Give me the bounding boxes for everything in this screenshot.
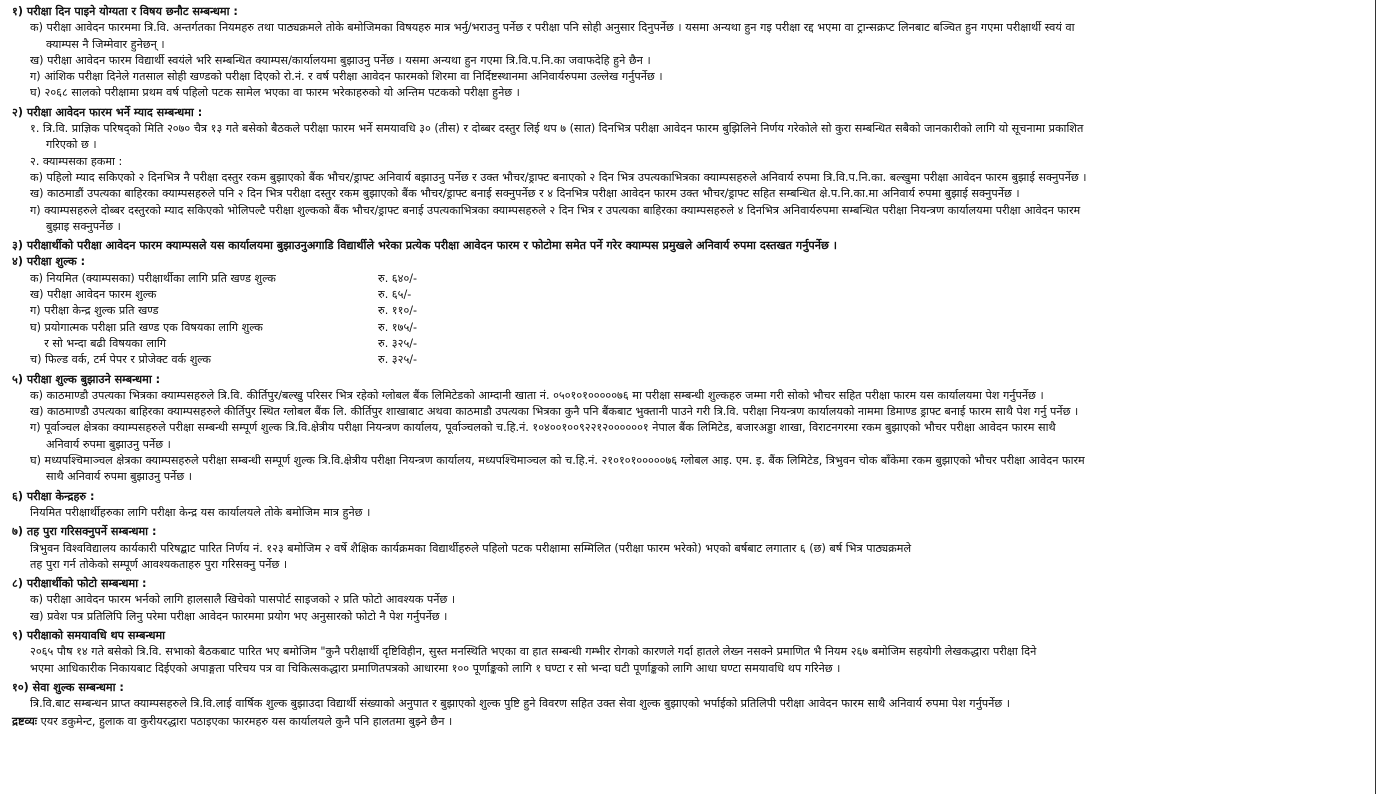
section-1-item-ga: ग) आंशिक परीक्षा दिनेले गतसाल सोही खण्डको परीक्षा दिएको रो.नं. र वर्ष परीक्षा आवेदन फारमको शिरमा वा निर्दिष्टस्थानमा अनिवार्यरुपमा उल्लेख गर्नुपर्नेछ । xyxy=(30,70,663,84)
fee-value: रु. १७५/- xyxy=(378,320,418,334)
note-label: द्रष्टव्यः xyxy=(12,715,38,729)
section-5-item-ga: ग) पूर्वाञ्चल क्षेत्रका क्याम्पसहरुले परीक्षा सम्बन्धी सम्पूर्ण शुल्क त्रि.वि.क्षेत्रीय परीक्षा नियन्त्रण कार्यालय, पूर्वाञ्चलको च.हि.नं. १०४००१००९२२१२००००००१ नेपाल बैंक लिमिटेड, बजारअड्डा शाखा, विराटनगरमा रकम बुझाएको भौचर परीक्षा आवेदन फारम साथै xyxy=(30,421,1056,435)
section-3-heading: ३) परीक्षार्थीको परीक्षा आवेदन फारम क्याम्पसले यस कार्यालयमा बुझाउनुअगाडि विद्यार्थीले भरेका प्रत्येक परीक्षा आवेदन फारम र फोटोमा समेत पर्ने गरेर क्याम्पस प्रमुखले अनिवार्य रुपमा दस्तखत गर्नुपर्नेछ । xyxy=(12,239,837,253)
fee-row xyxy=(12,287,1365,303)
section-1-item-ka-cont: क्याम्पस नै जिम्मेवार हुनेछन् । xyxy=(46,37,165,51)
section-6-text: नियमित परीक्षार्थीहरुका लागि परीक्षा केन्द्र यस कार्यालयले तोके बमोजिम मात्र हुनेछ । xyxy=(30,505,371,519)
fee-label: घ) प्रयोगात्मक परीक्षा प्रति खण्ड एक विषयका लागि शुल्क xyxy=(30,320,263,334)
fee-value: रु. ६४०/- xyxy=(378,271,418,285)
section-5-item-gha-cont: साथै अनिवार्य रुपमा बुझाउनु पर्नेछ । xyxy=(46,470,193,484)
section-8-item-kha: ख) प्रवेश पत्र प्रतिलिपि लिनु परेमा परीक्षा आवेदन फारममा प्रयोग भए अनुसारको फोटो नै पेश गर्नुपर्नेछ । xyxy=(30,609,448,623)
section-2-para-1: १. त्रि.वि. प्राज्ञिक परिषद्को मिति २०७० चैत्र १३ गते बसेको बैठकले परीक्षा फारम भर्ने समयावधि ३० (तीस) र दोब्बर दस्तुर लिई थप ७ (सात) दिनभित्र परीक्षा आवेदन फारम बुझिलिने निर्णय गरेकोले सो कुरा सम्बन्धित सबैको जानकारीको लागि यो सूचनामा प्रकाशित xyxy=(30,122,1084,136)
section-8-item-ka: क) परीक्षा आवेदन फारम भर्नको लागि हालसालै खिचेको पासपोर्ट साइजको २ प्रति फोटो आवश्यक पर्नेछ । xyxy=(30,593,456,607)
section-1-item-ka: क) परीक्षा आवेदन फारममा त्रि.वि. अन्तर्गतका नियमहरु तथा पाठ्यक्रमले तोके बमोजिमका विषयहरु मात्र भर्नु/भराउनु पर्नेछ र परीक्षा पनि सोही अनुसार दिनुपर्नेछ । यसमा अन्यथा हुन गइ परीक्षा रद्द भएमा वा ट्रान्सक्रप्ट लिनबाट बञ्चित हुन गएमा परीक्षार्थी स्वयं वा xyxy=(30,21,1075,35)
section-8-heading: ८) परीक्षार्थीको फोटो सम्बन्धमा : xyxy=(12,577,147,591)
fee-value: रु. ६५/- xyxy=(378,288,412,302)
note-text: एयर डकुमेन्ट, हुलाक वा कुरीयरद्धारा पठाइएका फारमहरु यस कार्यालयले कुनै पनि हालतमा बुझ्ने छैन । xyxy=(37,715,453,729)
fee-row xyxy=(12,320,1365,336)
fee-row xyxy=(12,352,1365,368)
fee-label: ग) परीक्षा केन्द्र शुल्क प्रति खण्ड xyxy=(30,304,159,318)
section-2-item-ga-cont: बुझाइ सक्नुपर्नेछ । xyxy=(46,219,121,233)
section-9-heading: ९) परीक्षाको समयावधि थप सम्बन्धमा xyxy=(12,628,166,642)
section-7-text-1: त्रिभुवन विश्वविद्यालय कार्यकारी परिषद्बाट पारित निर्णय नं. १२३ बमोजिम २ वर्षे शैक्षिक कार्यक्रमका विद्यार्थीहरुले पहिलो पटक परीक्षामा सम्मिलित (परीक्षा फारम भरेको) भएको बर्षबाट लगातार ६ (छ) बर्ष भित्र पाठ्यक्रमले xyxy=(30,541,912,555)
section-6-heading: ६) परीक्षा केन्द्रहरु : xyxy=(12,489,95,503)
fee-label: र सो भन्दा बढी विषयका लागि xyxy=(30,336,167,350)
fee-row xyxy=(12,271,1365,287)
section-5-item-ka: क) काठमाण्डौ उपत्यका भित्रका क्याम्पसहरुले त्रि.वि. कीर्तिपुर/बल्खु परिसर भित्र रहेको ग्लोबल बैंक लिमिटेडको आम्दानी खाता नं. ०५०१०१०००००७६ मा परीक्षा सम्बन्धी शुल्कहरु जम्मा गरी सोको भौचर सहित परीक्षा फारम यस कार्यालयमा पेश गर्नुपर्नेछ । xyxy=(30,388,1044,402)
section-5-heading: ५) परीक्षा शुल्क बुझाउने सम्बन्धमा : xyxy=(12,372,161,386)
section-9-text-1: २०६५ पौष १४ गते बसेको त्रि.वि. सभाको बैठकबाट पारित भए बमोजिम "कुनै परीक्षार्थी दृष्टिविहीन, सुस्त मनस्थिति भएका वा हात सम्बन्धी गम्भीर रोगको कारणले गर्दा हातले लेख्न नसक्ने प्रमाणित भै नियम २६७ बमोजिम सहयोगी लेखकद्धारा परीक्षा दिने xyxy=(30,645,1037,659)
fee-value: रु. ३२५/- xyxy=(378,336,418,350)
fee-row xyxy=(12,336,1365,352)
fee-value: रु. ३२५/- xyxy=(378,353,418,367)
note-line xyxy=(12,714,1365,730)
section-2-item-ga: ग) क्याम्पसहरुले दोब्बर दस्तुरको म्याद सकिएको भोलिपल्टै परीक्षा शुल्कको बैंक भौचर/ड्राफ्ट बनाई उपत्यकाभित्रका क्याम्पसहरुले २ दिन भित्र र उपत्यका बाहिरका क्याम्पसहरुले ४ दिनभित्र अनिवार्यरुपमा सम्बन्धित परीक्षा नियन्त्रण कार्यालयमा परीक्षा आवेदन फारम xyxy=(30,203,1081,217)
section-9-text-2: भएमा आधिकारीक निकायबाट दिईएको अपाङ्गता परिचय पत्र वा चिकित्सकद्धारा प्रमाणितपत्रको आधारमा १०० पूर्णाङ्कको लागि १ घण्टा र सो भन्दा घटी पूर्णाङ्कको लागि आधा घण्टा समयावधि थप गरिनेछ । xyxy=(30,661,841,675)
section-2-item-ka: क) पहिलो म्याद सकिएको २ दिनभित्र नै परीक्षा दस्तुर रकम बुझाएको बैंक भौचर/ड्राफ्ट अनिवार्य बझाउनु पर्नेछ र उक्त भौचर/ड्राफ्ट बनाएको २ दिन भित्र उपत्यकाभित्रका क्याम्पसहरुले अनिवार्य रुपमा त्रि.वि.प.नि.का. बल्खुमा परीक्षा आवेदन फारम बुझाई सक्नुपर्नेछ । xyxy=(30,170,1087,184)
section-7-text-2: तह पुरा गर्न तोकेको सम्पूर्ण आवश्यकताहरु पुरा गरिसक्नु पर्नेछ । xyxy=(30,557,288,571)
section-10-text: त्रि.वि.बाट सम्बन्धन प्राप्त क्याम्पसहरुले त्रि.वि.लाई वार्षिक शुल्क बुझाउदा विद्यार्थी संख्याको अनुपात र बुझाएको शुल्क पुष्टि हुने विवरण सहित उक्त सेवा शुल्क बुझाएको भर्पाईको प्रतिलिपी परीक्षा आवेदन फारम साथै अनिवार्य रुपमा पेश गर्नुपर्नेछ । xyxy=(30,697,1010,711)
section-2-para-2: २. क्याम्पसका हकमा : xyxy=(30,154,123,168)
fee-row xyxy=(12,303,1365,319)
section-4-heading: ४) परीक्षा शुल्क : xyxy=(12,255,86,269)
section-5-item-gha: घ) मध्यपश्चिमाञ्चल क्षेत्रका क्याम्पसहरुले परीक्षा सम्बन्धी सम्पूर्ण शुल्क त्रि.वि.क्षेत्रीय परीक्षा नियन्त्रण कार्यालय, मध्यपश्चिमाञ्चल को च.हि.नं. २१०१०१०००००७६ ग्लोबल आइ. एम. इ. बैंक लिमिटेड, त्रिभुवन चोक बाँकेमा रकम बुझाएको भौचर परीक्षा आवेदन फारम xyxy=(30,454,1085,468)
section-10-heading: १०) सेवा शुल्क सम्बन्धमा : xyxy=(12,680,124,694)
section-1-item-gha: घ) २०६८ सालको परीक्षामा प्रथम वर्ष पहिलो पटक सामेल भएका वा फारम भरेकाहरुको यो अन्तिम पटकको परीक्षा हुनेछ । xyxy=(30,86,520,100)
fee-label: क) नियमित (क्याम्पसका) परीक्षार्थीका लागि प्रति खण्ड शुल्क xyxy=(30,271,276,285)
fee-table xyxy=(12,271,1365,369)
section-5-item-kha: ख) काठमाण्डौ उपत्यका बाहिरका क्याम्पसहरुले कीर्तिपुर स्थित ग्लोबल बैंक लि. कीर्तिपुर शाखाबाट अथवा काठमाडौ उपत्यका भित्रका कुनै पनि बैंकबाट भुक्तानी पाउने गरी त्रि.वि. परीक्षा नियन्त्रण कार्यालयको नाममा डिमाण्ड ड्राफ्ट बनाई फारम साथै पेश गर्नु पर्नेछ । xyxy=(30,405,1079,419)
section-1-heading: १) परीक्षा दिन पाइने योग्यता र विषय छनौट सम्बन्धमा : xyxy=(12,5,238,18)
section-1-item-kha: ख) परीक्षा आवेदन फारम विद्यार्थी स्वयंले भरि सम्बन्धित क्याम्पस/कार्यालयमा बुझाउनु पर्नेछ । यसमा अन्यथा हुन गएमा त्रि.वि.प.नि.का जवाफदेहि हुने छैन । xyxy=(30,53,651,67)
section-2-item-kha: ख) काठमाडौं उपत्यका बाहिरका क्याम्पसहरुले पनि २ दिन भित्र परीक्षा दस्तुर रकम बुझाएको बैंक भौचर/ड्राफ्ट बनाई सक्नुपर्नेछ र ४ दिनभित्र परीक्षा आवेदन फारम उक्त भौचर/ड्राफ्ट सहित सम्बन्धित क्षे.प.नि.का.मा अनिवार्य रुपमा बुझाई सक्नुपर्नेछ । xyxy=(30,187,1020,201)
section-2-para-1-cont: गरिएको छ । xyxy=(46,138,97,152)
right-border-line xyxy=(1375,0,1376,794)
section-7-heading: ७) तह पुरा गरिसक्नुपर्ने सम्बन्धमा : xyxy=(12,525,157,539)
fee-label: च) फिल्ड वर्क, टर्म पेपर र प्रोजेक्ट वर्क शुल्क xyxy=(30,353,211,367)
section-5-item-ga-cont: अनिवार्य रुपमा बुझाउनु पर्नेछ । xyxy=(46,437,171,451)
fee-label: ख) परीक्षा आवेदन फारम शुल्क xyxy=(30,288,157,302)
section-2-heading: २) परीक्षा आवेदन फारम भर्ने म्याद सम्बन्धमा : xyxy=(12,105,203,119)
fee-value: रु. ११०/- xyxy=(378,304,418,318)
